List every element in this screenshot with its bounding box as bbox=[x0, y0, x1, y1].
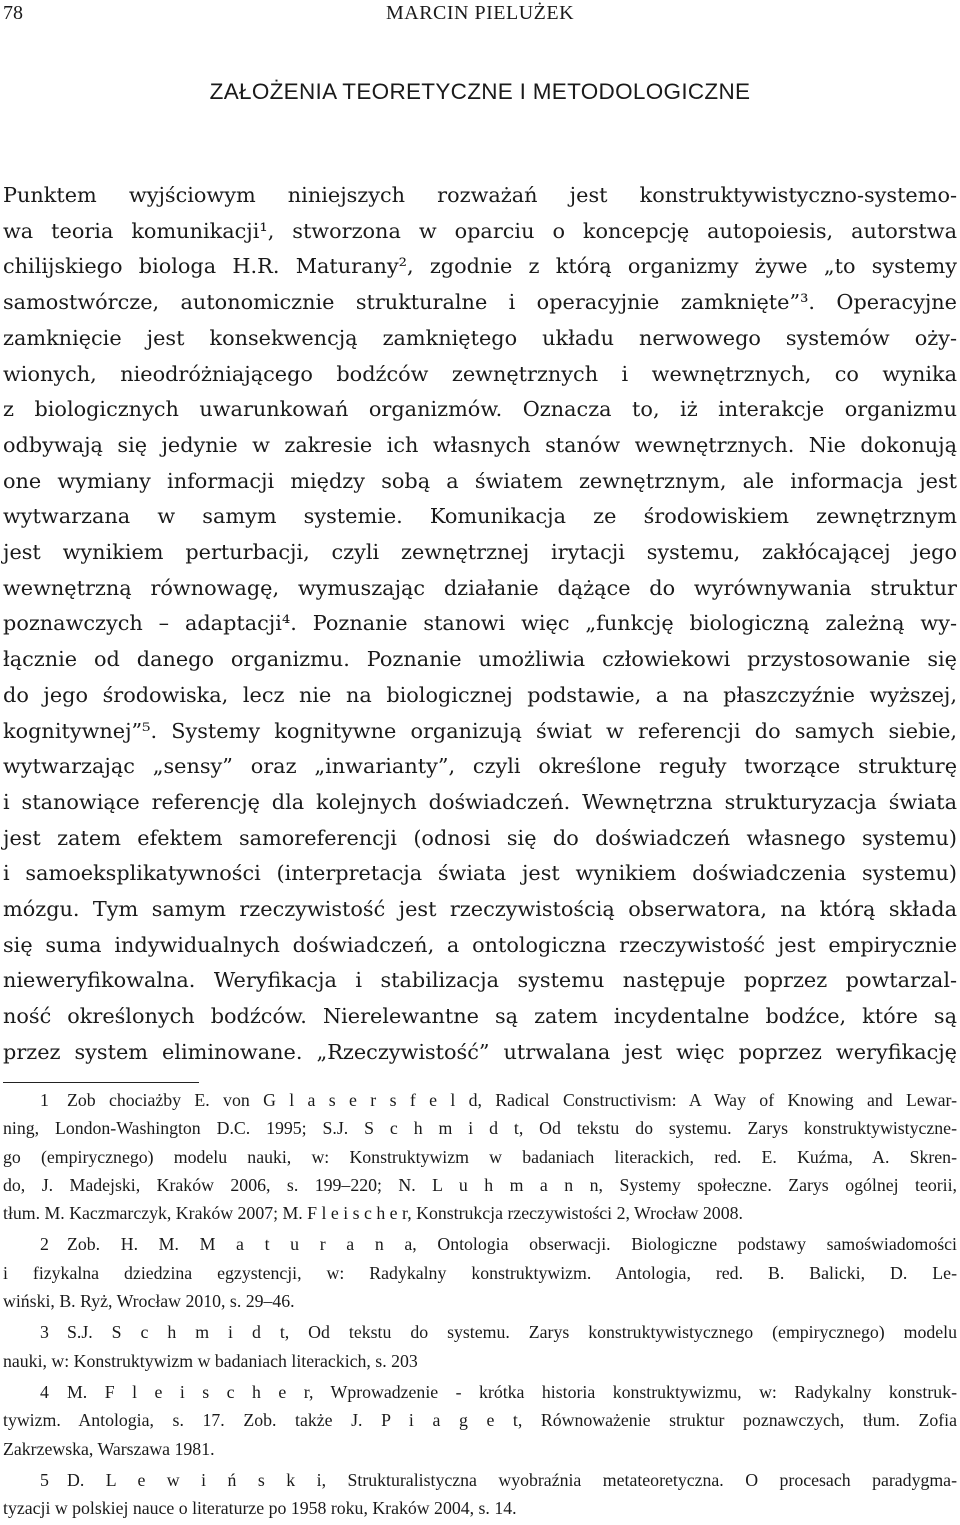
body-line: łącznie od danego organizmu. Poznanie umożliwia człowiekowi przystosowanie się bbox=[3, 647, 957, 672]
running-title-author: MARCIN PIELUŻEK bbox=[385, 2, 575, 24]
footnote bbox=[3, 1466, 957, 1523]
footnote-text: Zob. H. M. M a t u r a n a, Ontologia obserwacji. Biologiczne podstawy samoświadomości bbox=[67, 1234, 957, 1255]
footnote-number: 4 bbox=[40, 1381, 49, 1402]
footnote-line: tyzacji w polskiej nauce o literaturze po 1958 roku, Kraków 2004, s. 14. bbox=[3, 1498, 517, 1519]
running-header bbox=[0, 2, 960, 30]
section-title: ZAŁOŻENIA TEORETYCZNE I METODOLOGICZNE bbox=[209, 79, 751, 104]
footnote bbox=[3, 1230, 957, 1315]
footnote bbox=[3, 1086, 957, 1227]
body-line: Punktem wyjściowym niniejszych rozważań jest konstruktywistyczno-systemo- bbox=[3, 183, 957, 207]
footnote-line: i fizykalna dziedzina egzystencji, w: Radykalny konstruktywizm. Antologia, red. B. Balicki, D. Le- bbox=[3, 1262, 957, 1283]
footnote-number: 2 bbox=[40, 1234, 49, 1255]
body-line: i stanowiące referencję dla kolejnych doświadczeń. Wewnętrzna strukturyzacja świata bbox=[3, 789, 957, 814]
body-line: do jego środowiska, lecz nie na biologicznej podstawie, a na płaszczyźnie wyższej, bbox=[3, 682, 957, 707]
footnote-line: tywizm. Antologia, s. 17. Zob. także J. P i a g e t, Równoważenie struktur poznawczych, tłum. Zofia bbox=[3, 1410, 957, 1431]
body-line: samostwórcze, autonomicznie strukturalne i operacyjnie zamknięte”³. Operacyjne bbox=[3, 290, 957, 315]
footnote-first-line bbox=[3, 1466, 957, 1494]
body-line: jest zatem efektem samoreferencji (odnosi się do doświadczeń własnego systemu) bbox=[3, 825, 957, 850]
footnote-text: D. L e w i ń s k i, Strukturalistyczna wyobraźnia metateoretyczna. O procesach paradygma- bbox=[67, 1469, 957, 1490]
footnote-first-line bbox=[3, 1230, 957, 1258]
footnote-text: M. F l e i s c h e r, Wprowadzenie - krótka historia konstruktywizmu, w: Radykalny konstruk- bbox=[67, 1381, 957, 1402]
body-line: one wymiany informacji między sobą a światem zewnętrznym, ale informacja jest bbox=[3, 468, 957, 493]
footnote-first-line bbox=[3, 1318, 957, 1346]
body-line: jest wynikiem perturbacji, czyli zewnętrznej irytacji systemu, zakłócającej jego bbox=[3, 540, 957, 565]
body-line: ność określonych bodźców. Nierelewantne są zatem incydentalne bodźce, które są bbox=[3, 1004, 957, 1029]
body-line: się suma indywidualnych doświadczeń, a ontologiczna rzeczywistość jest empirycznie bbox=[3, 932, 957, 957]
body-text bbox=[3, 178, 957, 1071]
footnote-first-line bbox=[3, 1086, 957, 1114]
body-line: kognitywnej”⁵. Systemy kognitywne organizują świat w referencji do samych siebie, bbox=[3, 718, 957, 743]
footnote-text: S.J. S c h m i d t, Od tekstu do systemu. Zarys konstruktywistycznego (empirycznego) modelu bbox=[67, 1322, 957, 1343]
body-line: i samoeksplikatywności (interpretacja świata jest wynikiem doświadczenia systemu) bbox=[3, 861, 957, 886]
body-line: zamknięcie jest konsekwencją zamkniętego układu nerwowego systemów oży- bbox=[3, 325, 957, 350]
footnote-number: 1 bbox=[40, 1090, 49, 1110]
body-line: nieweryfikowalna. Weryfikacja i stabilizacja systemu następuje poprzez powtarzal- bbox=[3, 968, 957, 993]
footnotes bbox=[3, 1086, 957, 1522]
body-line: wa teoria komunikacji¹, stworzona w oparciu o koncepcję autopoiesis, autorstwa bbox=[3, 218, 957, 243]
body-line: wytwarzana w samym systemie. Komunikacja ze środowiskiem zewnętrznym bbox=[3, 504, 957, 529]
body-line: wionych, nieodróżniającego bodźców zewnętrznych i wewnętrznych, co wynika bbox=[3, 361, 957, 386]
body-line: chilijskiego biologa H.R. Maturany², zgodnie z którą organizmy żywe „to systemy bbox=[3, 254, 957, 279]
footnote-line: wiński, B. Ryż, Wrocław 2010, s. 29–46. bbox=[3, 1291, 295, 1312]
footnote-number: 3 bbox=[40, 1322, 49, 1343]
footnote-text: Zob chociażby E. von G l a s e r s f e l d, Radical Constructivism: A Way of Knowing and Lewar- bbox=[67, 1090, 957, 1110]
footnote-line: do, J. Madejski, Kraków 2006, s. 199–220; N. L u h m a n n, Systemy społeczne. Zarys ogólnej teorii, bbox=[3, 1174, 957, 1195]
footnote bbox=[3, 1318, 957, 1375]
body-line: mózgu. Tym samym rzeczywistość jest rzeczywistością obserwatora, na którą składa bbox=[3, 897, 957, 922]
body-line: z biologicznych uwarunkowań organizmów. Oznacza to, iż interakcje organizmu bbox=[3, 397, 957, 422]
body-line: wewnętrzną równowagę, wymuszając działanie dążące do wyrównywania struktur bbox=[3, 575, 957, 600]
footnote-separator bbox=[3, 1082, 199, 1083]
body-line: odbywają się jedynie w zakresie ich własnych stanów wewnętrznych. Nie dokonują bbox=[3, 432, 957, 457]
page-number: 78 bbox=[3, 2, 23, 24]
footnote-first-line bbox=[3, 1378, 957, 1406]
footnote-line: ning, London-Washington D.C. 1995; S.J. S c h m i d t, Od tekstu do systemu. Zarys konstruktywistyczne- bbox=[3, 1118, 957, 1139]
footnote-line: Zakrzewska, Warszawa 1981. bbox=[3, 1438, 215, 1459]
footnote-line: tłum. M. Kaczmarczyk, Kraków 2007; M. F l e i s c h e r, Konstrukcja rzeczywistości 2, Wrocław 2008. bbox=[3, 1203, 743, 1224]
body-line: poznawczych – adaptacji⁴. Poznanie stanowi więc „funkcję biologiczną zależną wy- bbox=[3, 611, 957, 636]
footnote-line: nauki, w: Konstruktywizm w badaniach literackich, s. 203 bbox=[3, 1350, 418, 1371]
footnote-line: go (empirycznego) modelu nauki, w: Konstruktywizm w badaniach literackich, red. E. Kuźma, A. Skren- bbox=[3, 1146, 957, 1167]
body-line: wytwarzając „sensy” oraz „inwarianty”, czyli określone reguły tworzące strukturę bbox=[3, 754, 957, 779]
footnote bbox=[3, 1378, 957, 1463]
body-line: przez system eliminowane. „Rzeczywistość” utrwalana jest więc poprzez weryfikację bbox=[3, 1039, 957, 1064]
footnote-number: 5 bbox=[40, 1469, 49, 1490]
